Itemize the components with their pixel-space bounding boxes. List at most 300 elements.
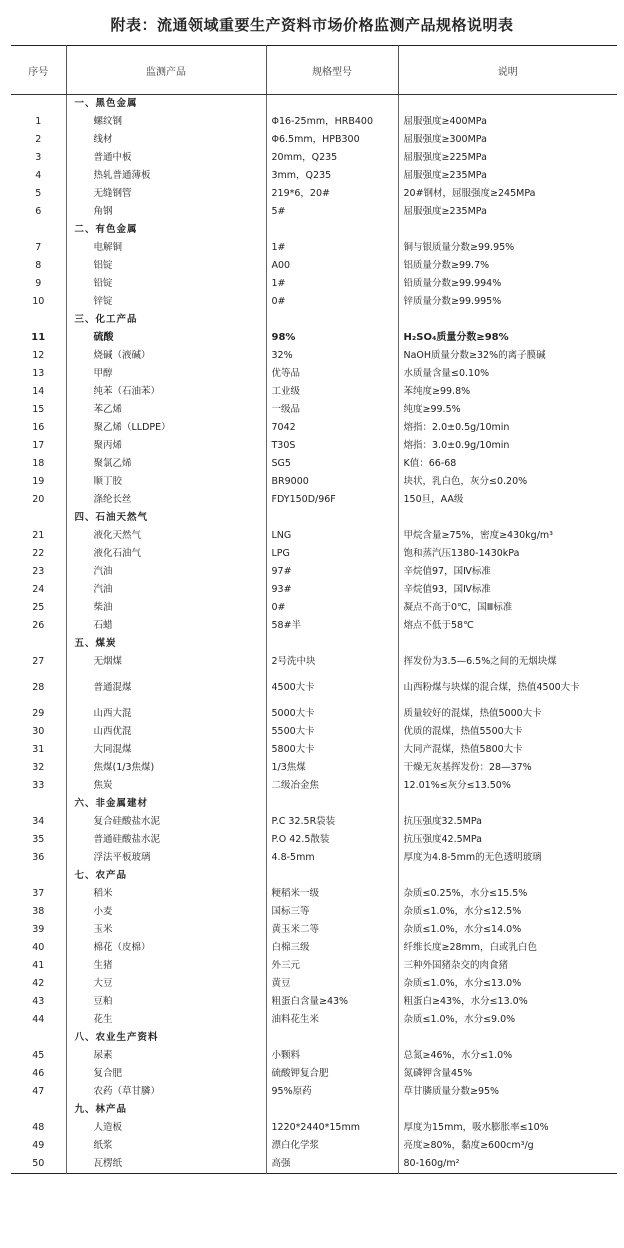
- category-name: 四、石油天然气: [66, 509, 266, 527]
- table-row: [11, 131, 617, 149]
- row-number: 28: [32, 682, 45, 693]
- table-row: [11, 167, 617, 185]
- spec-model: 一级品: [266, 401, 398, 419]
- description: 草甘膦质量分数≥95%: [398, 1083, 617, 1101]
- category-no-cell: [11, 1029, 66, 1047]
- row-number: 2: [35, 134, 42, 145]
- spec-model: 5#: [266, 203, 398, 221]
- row-number: 34: [32, 816, 45, 827]
- row-number: 43: [32, 996, 45, 1007]
- spec-model: 国标三等: [266, 903, 398, 921]
- description: 水质量含量≤0.10%: [398, 365, 617, 383]
- category-no-cell: [11, 635, 66, 653]
- table-row: [11, 723, 617, 741]
- table-row: [11, 185, 617, 203]
- category-name: 六、非金属建材: [66, 795, 266, 813]
- spec-model: 油料花生米: [266, 1011, 398, 1029]
- spec-model: 2号洗中块: [266, 653, 398, 671]
- product-name: 电解铜: [66, 239, 266, 257]
- row-number: 39: [32, 924, 45, 935]
- description: 屈服强度≥400MPa: [398, 113, 617, 131]
- table-row: [11, 527, 617, 545]
- product-name: 生猪: [66, 957, 266, 975]
- spec-model: 黄玉米二等: [266, 921, 398, 939]
- description: 锌质量分数≥99.995%: [398, 293, 617, 311]
- table-row: [11, 705, 617, 723]
- spec-model: 4.8-5mm: [266, 849, 398, 867]
- spec-model: BR9000: [266, 473, 398, 491]
- spec-model: 1/3焦煤: [266, 759, 398, 777]
- row-number: 12: [32, 350, 45, 361]
- spec-model: 二级冶金焦: [266, 777, 398, 795]
- spec-model: 1#: [266, 239, 398, 257]
- category-no-cell: [11, 795, 66, 813]
- product-name: 大豆: [66, 975, 266, 993]
- description: 屈服强度≥225MPa: [398, 149, 617, 167]
- description: 屈服强度≥235MPa: [398, 167, 617, 185]
- table-row: [11, 885, 617, 903]
- product-name: 石蜡: [66, 617, 266, 635]
- product-name: 苯乙烯: [66, 401, 266, 419]
- row-number: 23: [32, 566, 45, 577]
- description: 苯纯度≥99.8%: [398, 383, 617, 401]
- product-name: 螺纹钢: [66, 113, 266, 131]
- category-spec-cell: [266, 1101, 398, 1119]
- row-number: 44: [32, 1014, 45, 1025]
- product-name: 聚丙烯: [66, 437, 266, 455]
- category-desc-cell: [398, 795, 617, 813]
- category-no-cell: [11, 221, 66, 239]
- table-row: [11, 203, 617, 221]
- table-row: [11, 293, 617, 311]
- header-spec: 规格型号: [266, 46, 398, 95]
- row-number: 37: [32, 888, 45, 899]
- product-name: 普通混煤: [66, 671, 266, 705]
- table-row: [11, 1083, 617, 1101]
- category-desc-cell: [398, 221, 617, 239]
- description: 辛烷值93，国Ⅳ标准: [398, 581, 617, 599]
- spec-model: 优等品: [266, 365, 398, 383]
- category-name: 七、农产品: [66, 867, 266, 885]
- row-number: 46: [32, 1068, 45, 1079]
- category-desc-cell: [398, 95, 617, 114]
- category-no-cell: [11, 311, 66, 329]
- row-number: 7: [35, 242, 42, 253]
- description: 甲烷含量≥75%，密度≥430kg/m³: [398, 527, 617, 545]
- row-number: 50: [32, 1158, 45, 1169]
- table-row: [11, 1047, 617, 1065]
- product-name: 焦煤(1/3焦煤): [66, 759, 266, 777]
- row-number: 21: [32, 530, 45, 541]
- spec-model: 粗蛋白含量≥43%: [266, 993, 398, 1011]
- row-number: 27: [32, 656, 45, 667]
- description: 抗压强度42.5MPa: [398, 831, 617, 849]
- product-name: 甲醇: [66, 365, 266, 383]
- table-row: [11, 759, 617, 777]
- description: 纯度≥99.5%: [398, 401, 617, 419]
- spec-model: P.C 32.5R袋装: [266, 813, 398, 831]
- spec-model: 漂白化学浆: [266, 1137, 398, 1155]
- description: 熔指：3.0±0.9g/10min: [398, 437, 617, 455]
- spec-model: 高强: [266, 1155, 398, 1174]
- description: 杂质≤1.0%，水分≤12.5%: [398, 903, 617, 921]
- category-desc-cell: [398, 635, 617, 653]
- description: 总氮≥46%，水分≤1.0%: [398, 1047, 617, 1065]
- description: 挥发份为3.5—6.5%之间的无烟块煤: [398, 653, 617, 671]
- table-row: [11, 581, 617, 599]
- spec-model: 1#: [266, 275, 398, 293]
- description: 铝质量分数≥99.7%: [398, 257, 617, 275]
- description: 铅质量分数≥99.994%: [398, 275, 617, 293]
- table-row: [11, 1119, 617, 1137]
- table-row: [11, 921, 617, 939]
- table-row: [11, 419, 617, 437]
- product-name: 小麦: [66, 903, 266, 921]
- description: 大同产混煤，热值5800大卡: [398, 741, 617, 759]
- row-number: 9: [35, 278, 42, 289]
- category-name: 九、林产品: [66, 1101, 266, 1119]
- category-name: 二、有色金属: [66, 221, 266, 239]
- category-spec-cell: [266, 635, 398, 653]
- spec-model: 粳稻米一级: [266, 885, 398, 903]
- description: 杂质≤1.0%，水分≤14.0%: [398, 921, 617, 939]
- table-row: [11, 903, 617, 921]
- table-row: [11, 257, 617, 275]
- spec-model: SG5: [266, 455, 398, 473]
- product-name: 汽油: [66, 563, 266, 581]
- spec-model: 219*6，20#: [266, 185, 398, 203]
- table-row: [11, 149, 617, 167]
- row-number: 45: [32, 1050, 45, 1061]
- row-number: 11: [31, 332, 46, 343]
- row-number: 4: [35, 170, 42, 181]
- row-number: 29: [32, 708, 45, 719]
- description: 杂质≤1.0%，水分≤13.0%: [398, 975, 617, 993]
- table-row: [11, 455, 617, 473]
- category-spec-cell: [266, 311, 398, 329]
- row-number: 36: [32, 852, 45, 863]
- product-name: 锌锭: [66, 293, 266, 311]
- table-row: [11, 545, 617, 563]
- row-number: 8: [35, 260, 42, 271]
- product-name: 涤纶长丝: [66, 491, 266, 509]
- product-name: 稻米: [66, 885, 266, 903]
- description: NaOH质量分数≥32%的离子膜碱: [398, 347, 617, 365]
- category-row: [11, 795, 617, 813]
- category-row: [11, 1029, 617, 1047]
- description: 12.01%≤灰分≤13.50%: [398, 777, 617, 795]
- table-row: [11, 617, 617, 635]
- product-name: 尿素: [66, 1047, 266, 1065]
- category-row: [11, 311, 617, 329]
- description: 纤维长度≥28mm，白或乳白色: [398, 939, 617, 957]
- header-no: 序号: [11, 46, 66, 95]
- description: 优质的混煤，热值5500大卡: [398, 723, 617, 741]
- row-number: 48: [32, 1122, 45, 1133]
- product-name: 山西大混: [66, 705, 266, 723]
- table-row: [11, 599, 617, 617]
- spec-model: 1220*2440*15mm: [266, 1119, 398, 1137]
- table-row: [11, 831, 617, 849]
- spec-model: A00: [266, 257, 398, 275]
- description: H₂SO₄质量分数≥98%: [398, 329, 617, 347]
- spec-model: 3mm，Q235: [266, 167, 398, 185]
- description: 凝点不高于0℃，国Ⅲ标准: [398, 599, 617, 617]
- row-number: 26: [32, 620, 45, 631]
- spec-model: 0#: [266, 599, 398, 617]
- product-name: 无烟煤: [66, 653, 266, 671]
- spec-model: 5500大卡: [266, 723, 398, 741]
- category-name: 三、化工产品: [66, 311, 266, 329]
- product-name: 普通中板: [66, 149, 266, 167]
- row-number: 13: [32, 368, 45, 379]
- row-number: 25: [32, 602, 45, 613]
- product-name: 花生: [66, 1011, 266, 1029]
- row-number: 24: [32, 584, 45, 595]
- table-row: [11, 239, 617, 257]
- spec-model: 0#: [266, 293, 398, 311]
- spec-model: 32%: [266, 347, 398, 365]
- table-row: [11, 491, 617, 509]
- description: 厚度为15mm，吸水膨胀率≤10%: [398, 1119, 617, 1137]
- row-number: 3: [35, 152, 42, 163]
- table-row: [11, 993, 617, 1011]
- table-row: [11, 473, 617, 491]
- row-number: 19: [32, 476, 45, 487]
- category-name: 一、黑色金属: [66, 95, 266, 114]
- spec-model: 外三元: [266, 957, 398, 975]
- table-row: [11, 1011, 617, 1029]
- table-header-row: [11, 46, 617, 95]
- description: 厚度为4.8-5mm的无色透明玻璃: [398, 849, 617, 867]
- spec-model: 58#半: [266, 617, 398, 635]
- header-product: 监测产品: [66, 46, 266, 95]
- spec-model: 95%原药: [266, 1083, 398, 1101]
- table-row: [11, 957, 617, 975]
- description: 熔指：2.0±0.5g/10min: [398, 419, 617, 437]
- product-name: 复合硅酸盐水泥: [66, 813, 266, 831]
- table-row: [11, 849, 617, 867]
- spec-model: 5800大卡: [266, 741, 398, 759]
- description: 三种外国猪杂交的肉食猪: [398, 957, 617, 975]
- product-name: 硫酸: [66, 329, 266, 347]
- row-number: 17: [32, 440, 45, 451]
- table-row: [11, 813, 617, 831]
- row-number: 18: [32, 458, 45, 469]
- row-number: 10: [32, 296, 45, 307]
- category-spec-cell: [266, 95, 398, 114]
- row-number: 1: [35, 116, 42, 127]
- header-desc: 说明: [398, 46, 617, 95]
- product-name: 纸浆: [66, 1137, 266, 1155]
- table-body: [11, 95, 617, 1174]
- row-number: 14: [32, 386, 45, 397]
- table-row: [11, 741, 617, 759]
- product-name: 人造板: [66, 1119, 266, 1137]
- product-name: 普通硅酸盐水泥: [66, 831, 266, 849]
- description: 屈服强度≥235MPa: [398, 203, 617, 221]
- category-spec-cell: [266, 795, 398, 813]
- spec-model: Φ16-25mm，HRB400: [266, 113, 398, 131]
- row-number: 35: [32, 834, 45, 845]
- spec-model: 5000大卡: [266, 705, 398, 723]
- product-name: 汽油: [66, 581, 266, 599]
- category-spec-cell: [266, 509, 398, 527]
- spec-model: 黄豆: [266, 975, 398, 993]
- category-row: [11, 1101, 617, 1119]
- category-spec-cell: [266, 867, 398, 885]
- row-number: 5: [35, 188, 42, 199]
- table-row: [11, 1155, 617, 1174]
- spec-model: 98%: [266, 329, 398, 347]
- description: 屈服强度≥300MPa: [398, 131, 617, 149]
- description: K值：66-68: [398, 455, 617, 473]
- table-row: [11, 113, 617, 131]
- product-name: 浮法平板玻璃: [66, 849, 266, 867]
- product-name: 顺丁胶: [66, 473, 266, 491]
- spec-model: Φ6.5mm，HPB300: [266, 131, 398, 149]
- description: 质量较好的混煤，热值5000大卡: [398, 705, 617, 723]
- category-no-cell: [11, 509, 66, 527]
- description: 干燥无灰基挥发份：28—37%: [398, 759, 617, 777]
- table-row: [11, 1137, 617, 1155]
- row-number: 20: [32, 494, 45, 505]
- table-row: [11, 365, 617, 383]
- description: 杂质≤0.25%，水分≤15.5%: [398, 885, 617, 903]
- description: 山西粉煤与块煤的混合煤，热值4500大卡: [398, 671, 617, 705]
- row-number: 41: [32, 960, 45, 971]
- description: 熔点不低于58℃: [398, 617, 617, 635]
- spec-model: 7042: [266, 419, 398, 437]
- row-number: 33: [32, 780, 45, 791]
- spec-model: LPG: [266, 545, 398, 563]
- spec-model: 白棉三级: [266, 939, 398, 957]
- category-row: [11, 509, 617, 527]
- description: 150旦，AA级: [398, 491, 617, 509]
- spec-model: 小颗料: [266, 1047, 398, 1065]
- product-name: 棉花（皮棉）: [66, 939, 266, 957]
- description: 粗蛋白≥43%，水分≤13.0%: [398, 993, 617, 1011]
- description: 氮磷钾含量45%: [398, 1065, 617, 1083]
- category-name: 五、煤炭: [66, 635, 266, 653]
- product-name: 豆粕: [66, 993, 266, 1011]
- product-name: 无缝钢管: [66, 185, 266, 203]
- spec-table: [11, 45, 617, 1174]
- table-row: [11, 777, 617, 795]
- row-number: 32: [32, 762, 45, 773]
- product-name: 聚氯乙烯: [66, 455, 266, 473]
- row-number: 6: [35, 206, 42, 217]
- category-no-cell: [11, 95, 66, 114]
- table-row: [11, 401, 617, 419]
- product-name: 角钢: [66, 203, 266, 221]
- category-no-cell: [11, 867, 66, 885]
- category-row: [11, 867, 617, 885]
- row-number: 42: [32, 978, 45, 989]
- spec-model: LNG: [266, 527, 398, 545]
- category-no-cell: [11, 1101, 66, 1119]
- product-name: 聚乙烯（LLDPE）: [66, 419, 266, 437]
- product-name: 复合肥: [66, 1065, 266, 1083]
- document-title: 附表：流通领域重要生产资料市场价格监测产品规格说明表: [110, 16, 514, 34]
- spec-model: 硫酸钾复合肥: [266, 1065, 398, 1083]
- table-row: [11, 383, 617, 401]
- product-name: 液化天然气: [66, 527, 266, 545]
- spec-model: T30S: [266, 437, 398, 455]
- table-row: [11, 563, 617, 581]
- category-desc-cell: [398, 509, 617, 527]
- row-number: 22: [32, 548, 45, 559]
- product-name: 铅锭: [66, 275, 266, 293]
- spec-model: FDY150D/96F: [266, 491, 398, 509]
- category-name: 八、农业生产资料: [66, 1029, 266, 1047]
- row-number: 49: [32, 1140, 45, 1151]
- description: 亮度≥80%，黏度≥600cm³/g: [398, 1137, 617, 1155]
- row-number: 30: [32, 726, 45, 737]
- category-desc-cell: [398, 1101, 617, 1119]
- product-name: 纯苯（石油苯）: [66, 383, 266, 401]
- table-row: [11, 939, 617, 957]
- table-row: [11, 329, 617, 347]
- spec-model: P.O 42.5散装: [266, 831, 398, 849]
- category-row: [11, 95, 617, 114]
- category-desc-cell: [398, 311, 617, 329]
- category-desc-cell: [398, 1029, 617, 1047]
- description: 80-160g/m²: [398, 1155, 617, 1174]
- category-spec-cell: [266, 221, 398, 239]
- category-row: [11, 635, 617, 653]
- description: 辛烷值97，国Ⅳ标准: [398, 563, 617, 581]
- spec-model: 93#: [266, 581, 398, 599]
- description: 铜与银质量分数≥99.95%: [398, 239, 617, 257]
- product-name: 山西优混: [66, 723, 266, 741]
- table-row: [11, 671, 617, 705]
- spec-model: 97#: [266, 563, 398, 581]
- table-row: [11, 347, 617, 365]
- product-name: 液化石油气: [66, 545, 266, 563]
- table-row: [11, 437, 617, 455]
- product-name: 大同混煤: [66, 741, 266, 759]
- product-name: 农药（草甘膦）: [66, 1083, 266, 1101]
- description: 杂质≤1.0%，水分≤9.0%: [398, 1011, 617, 1029]
- spec-model: 4500大卡: [266, 671, 398, 705]
- product-name: 瓦楞纸: [66, 1155, 266, 1174]
- category-desc-cell: [398, 867, 617, 885]
- table-row: [11, 975, 617, 993]
- row-number: 31: [32, 744, 45, 755]
- description: 抗压强度32.5MPa: [398, 813, 617, 831]
- product-name: 线材: [66, 131, 266, 149]
- product-name: 烧碱（液碱）: [66, 347, 266, 365]
- table-row: [11, 275, 617, 293]
- product-name: 柴油: [66, 599, 266, 617]
- description: 饱和蒸汽压1380-1430kPa: [398, 545, 617, 563]
- description: 块状，乳白色，灰分≤0.20%: [398, 473, 617, 491]
- table-row: [11, 1065, 617, 1083]
- product-name: 热轧普通薄板: [66, 167, 266, 185]
- row-number: 15: [32, 404, 45, 415]
- spec-model: 工业级: [266, 383, 398, 401]
- row-number: 47: [32, 1086, 45, 1097]
- row-number: 38: [32, 906, 45, 917]
- row-number: 40: [32, 942, 45, 953]
- table-row: [11, 653, 617, 671]
- category-row: [11, 221, 617, 239]
- product-name: 铝锭: [66, 257, 266, 275]
- category-spec-cell: [266, 1029, 398, 1047]
- description: 20#钢材，屈服强度≥245MPa: [398, 185, 617, 203]
- product-name: 焦炭: [66, 777, 266, 795]
